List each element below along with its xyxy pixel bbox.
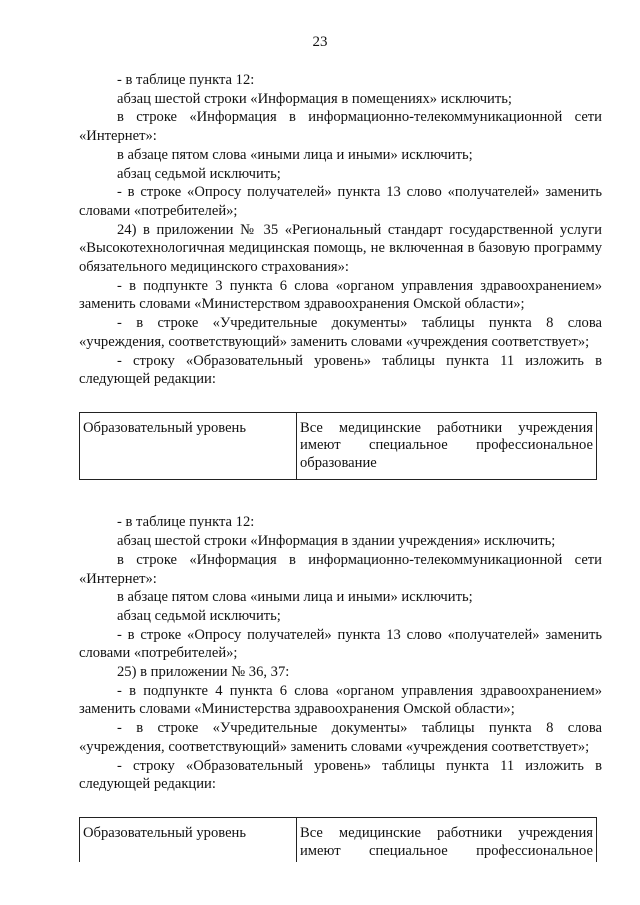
paragraph: 25) в приложении № 36, 37: xyxy=(117,664,290,681)
paragraph: - строку «Образовательный уровень» таблицы пункта 11 изложить в следующей редакции: xyxy=(79,352,602,388)
table-cell-label: Образовательный уровень xyxy=(80,412,297,480)
paragraph: абзац седьмой исключить; xyxy=(117,165,281,182)
paragraph: в абзаце пятом слова «иными лица и иными» исключить; xyxy=(117,589,473,606)
education-level-table xyxy=(79,817,597,862)
table-cell-value: Все медицинские работники учреждения имеют специальное профессиональное образование xyxy=(297,412,597,480)
paragraph: - в таблице пункта 12: xyxy=(117,72,255,88)
table-cell-value: Все медицинские работники учреждения имеют специальное профессиональное xyxy=(297,818,597,863)
paragraph: - в подпункте 3 пункта 6 слова «органом управления здравоохранением» заменить словами «Министерством здравоохранения Омской области»; xyxy=(79,277,602,313)
paragraph: абзац шестой строки «Информация в помещениях» исключить; xyxy=(117,90,512,107)
paragraph: - в таблице пункта 12: xyxy=(117,514,255,531)
page-content xyxy=(79,71,602,862)
paragraph: в абзаце пятом слова «иными лица и иными» исключить; xyxy=(117,146,473,163)
paragraph: - в подпункте 4 пункта 6 слова «органом управления здравоохранением» заменить словами «Министерства здравоохранения Омской области»; xyxy=(79,682,602,718)
paragraph: абзац шестой строки «Информация в здании учреждения» исключить; xyxy=(117,533,556,550)
paragraph: абзац седьмой исключить; xyxy=(117,607,281,624)
paragraph: 24) в приложении № 35 «Региональный стандарт государственной услуги «Высокотехнологичная медицинская помощь, не включенная в базовую программу обязательного медицинского страхования»: xyxy=(79,221,602,276)
table-row xyxy=(80,412,597,480)
table-row xyxy=(80,818,597,863)
paragraph: - в строке «Опросу получателей» пункта 13 слово «получателей» заменить словами «потребителей»; xyxy=(79,626,602,662)
paragraph: - в строке «Учредительные документы» таблицы пункта 8 слова «учреждения, соответствующий» заменить словами «учреждения соответствует»; xyxy=(79,315,602,350)
table-cell-label: Образовательный уровень xyxy=(80,818,297,863)
page-number: 23 xyxy=(312,34,328,50)
paragraph: - в строке «Опросу получателей» пункта 13 слово «получателей» заменить словами «потребителей»; xyxy=(79,184,602,219)
paragraph: - строку «Образовательный уровень» таблицы пункта 11 изложить в следующей редакции: xyxy=(79,757,602,793)
paragraph: - в строке «Учредительные документы» таблицы пункта 8 слова «учреждения, соответствующий» заменить словами «учреждения соответствует»; xyxy=(79,720,602,755)
paragraph: в строке «Информация в информационно-телекоммуникационной сети «Интернет»: xyxy=(79,551,602,587)
paragraph: в строке «Информация в информационно-телекоммуникационной сети «Интернет»: xyxy=(79,109,602,145)
education-level-table xyxy=(79,412,597,481)
